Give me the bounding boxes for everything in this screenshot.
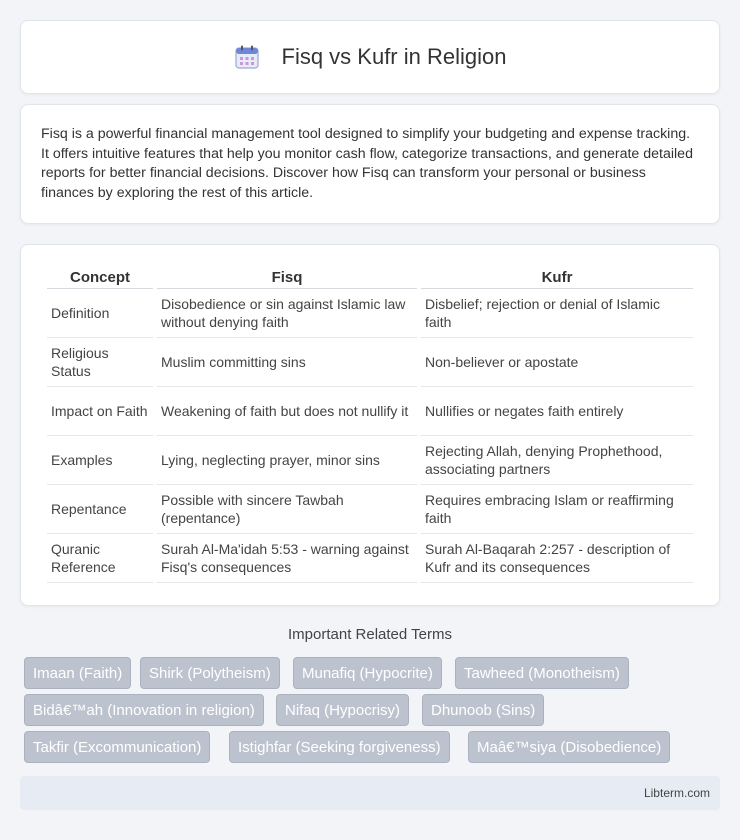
- row-fisq: Surah Al-Ma'idah 5:53 - warning against Fisq's consequences: [157, 534, 417, 583]
- row-concept: Repentance: [47, 485, 153, 534]
- intro-text: Fisq is a powerful financial management tool designed to simplify your budgeting and expense tracking. It offers intuitive features that help you monitor cash flow, categorize transactions, and generate detailed reports for better financial decisions. Discover how Fisq can transform your personal or business finances by exploring the rest of this article.: [41, 126, 693, 201]
- header-card: [20, 20, 720, 94]
- related-terms-title: Important Related Terms: [288, 626, 452, 643]
- tag-masiya[interactable]: Maâ€™siya (Disobedience): [468, 731, 670, 763]
- row-concept: Religious Status: [47, 338, 153, 387]
- row-kufr: Requires embracing Islam or reaffirming faith: [421, 485, 693, 534]
- row-kufr: Rejecting Allah, denying Prophethood, associating partners: [421, 436, 693, 485]
- tag-istighfar[interactable]: Istighfar (Seeking forgiveness): [229, 731, 450, 763]
- table-row: [47, 387, 693, 436]
- comparison-table: [43, 265, 697, 583]
- tag-nifaq[interactable]: Nifaq (Hypocrisy): [276, 694, 409, 726]
- table-row: [47, 436, 693, 485]
- row-kufr: Nullifies or negates faith entirely: [421, 387, 693, 436]
- row-concept: Quranic Reference: [47, 534, 153, 583]
- page-title: Fisq vs Kufr in Religion: [281, 44, 507, 69]
- row-fisq: Lying, neglecting prayer, minor sins: [157, 436, 417, 485]
- row-fisq: Muslim committing sins: [157, 338, 417, 387]
- header-kufr: Kufr: [421, 265, 693, 289]
- header-fisq: Fisq: [157, 265, 417, 289]
- calendar-icon: [234, 44, 260, 70]
- table-row: [47, 485, 693, 534]
- table-row: [47, 534, 693, 583]
- table-row: [47, 338, 693, 387]
- row-fisq: Disobedience or sin against Islamic law without denying faith: [157, 289, 417, 338]
- footer-site-link[interactable]: Libterm.com: [643, 786, 710, 800]
- footer: [20, 776, 720, 810]
- table-header-row: [47, 265, 693, 289]
- intro-card: [20, 104, 720, 224]
- row-kufr: Non-believer or apostate: [421, 338, 693, 387]
- row-concept: Impact on Faith: [47, 387, 153, 436]
- row-concept: Definition: [47, 289, 153, 338]
- tag-dhunoob[interactable]: Dhunoob (Sins): [422, 694, 544, 726]
- header-concept: Concept: [47, 265, 153, 289]
- row-concept: Examples: [47, 436, 153, 485]
- tag-shirk[interactable]: Shirk (Polytheism): [140, 657, 280, 689]
- row-kufr: Disbelief; rejection or denial of Islamic faith: [421, 289, 693, 338]
- tag-bidah[interactable]: Bidâ€™ah (Innovation in religion): [24, 694, 264, 726]
- table-row: [47, 289, 693, 338]
- row-fisq: Possible with sincere Tawbah (repentance): [157, 485, 417, 534]
- tag-munafiq[interactable]: Munafiq (Hypocrite): [293, 657, 442, 689]
- comparison-card: [20, 244, 720, 606]
- row-fisq: Weakening of faith but does not nullify it: [157, 387, 417, 436]
- row-kufr: Surah Al-Baqarah 2:257 - description of Kufr and its consequences: [421, 534, 693, 583]
- tag-tawheed[interactable]: Tawheed (Monotheism): [455, 657, 629, 689]
- tag-imaan[interactable]: Imaan (Faith): [24, 657, 131, 689]
- tag-takfir[interactable]: Takfir (Excommunication): [24, 731, 210, 763]
